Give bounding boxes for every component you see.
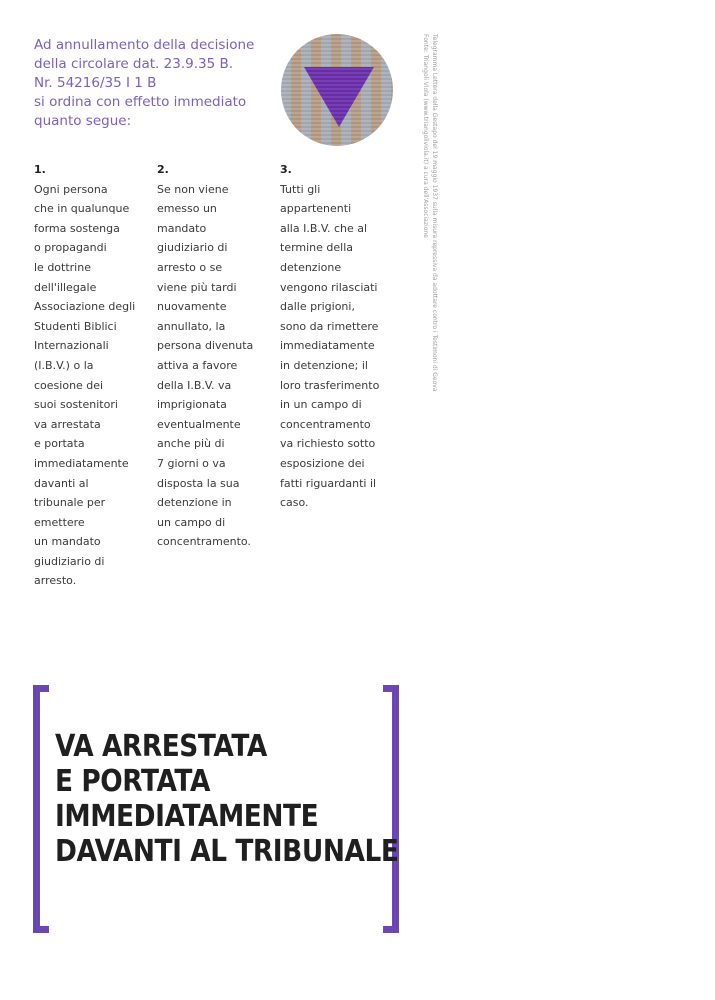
- column-line: nuovamente: [157, 300, 227, 314]
- column-line: alla I.B.V. che al: [280, 221, 368, 235]
- column-line: caso.: [280, 496, 309, 510]
- headline-line: IMMEDIATAMENTE: [55, 799, 319, 834]
- column-line: vengono rilasciati: [280, 280, 378, 294]
- column-line: appartenenti: [280, 202, 352, 216]
- column-line: sono da rimettere: [280, 319, 379, 333]
- intro-line: della circolare dat. 23.9.35 B.: [34, 56, 234, 72]
- column-number: 3.: [280, 163, 292, 176]
- column-line: termine della: [280, 241, 354, 255]
- column-line: e portata: [34, 437, 85, 451]
- headline-line: E PORTATA: [55, 764, 210, 799]
- column-line: suoi sostenitori: [34, 398, 118, 412]
- side-caption-line: Fonte: Triangoli Viola (www.triangoliviola.it) a cura dell'Associazione: [422, 34, 429, 238]
- right-bracket: [383, 685, 399, 933]
- column-line: viene più tardi: [157, 280, 237, 294]
- column-line: esposizione dei: [280, 456, 365, 470]
- column-2: [157, 160, 275, 552]
- column-line: 7 giorni o va: [157, 456, 226, 470]
- column-line: eventualmente: [157, 417, 241, 431]
- column-line: o propagandi: [34, 241, 107, 255]
- column-line: fatti riguardanti il: [280, 476, 377, 490]
- intro-line: Nr. 54216/35 I 1 B: [34, 75, 157, 91]
- column-line: della I.B.V. va: [157, 378, 232, 392]
- column-line: Se non viene: [157, 182, 229, 196]
- column-number: 1.: [34, 163, 46, 176]
- column-line: mandato: [157, 221, 207, 235]
- column-line: un mandato: [34, 535, 101, 549]
- left-bracket: [33, 685, 49, 933]
- column-line: davanti al: [34, 476, 89, 490]
- column-line: forma sostenga: [34, 221, 120, 235]
- column-line: un campo di: [157, 515, 226, 529]
- column-line: Tutti gli: [280, 182, 321, 196]
- column-line: giudiziario di: [157, 241, 228, 255]
- column-line: concentramento.: [157, 535, 251, 549]
- intro-text: [34, 36, 284, 131]
- intro-line: Ad annullamento della decisione: [34, 37, 255, 53]
- column-line: coesione dei: [34, 378, 104, 392]
- column-line: anche più di: [157, 437, 225, 451]
- column-line: dell'illegale: [34, 280, 97, 294]
- column-line: in detenzione; il: [280, 358, 368, 372]
- column-line: disposta la sua: [157, 476, 240, 490]
- column-3: [280, 160, 398, 513]
- column-line: arresto.: [34, 574, 77, 588]
- column-line: le dottrine: [34, 260, 91, 274]
- column-line: detenzione: [280, 260, 342, 274]
- intro-line: si ordina con effetto immediato: [34, 94, 247, 110]
- side-caption: [421, 34, 439, 454]
- purple-triangle-icon: [281, 34, 393, 146]
- column-line: attiva a favore: [157, 358, 238, 372]
- intro-line: quanto segue:: [34, 113, 132, 129]
- column-line: imprigionata: [157, 398, 227, 412]
- column-line: Associazione degli: [34, 300, 136, 314]
- column-number: 2.: [157, 163, 169, 176]
- column-line: va richiesto sotto: [280, 437, 376, 451]
- column-line: Studenti Biblici: [34, 319, 117, 333]
- column-line: Internazionali: [34, 339, 109, 353]
- column-line: tribunale per: [34, 496, 106, 510]
- column-line: arresto o se: [157, 260, 223, 274]
- column-line: va arrestata: [34, 417, 101, 431]
- column-line: emesso un: [157, 202, 217, 216]
- column-line: emettere: [34, 515, 85, 529]
- headline-line: DAVANTI AL TRIBUNALE: [55, 834, 399, 869]
- column-line: Ogni persona: [34, 182, 108, 196]
- column-line: loro trasferimento: [280, 378, 380, 392]
- column-line: annullato, la: [157, 319, 226, 333]
- column-1: [34, 160, 152, 591]
- headline-line: VA ARRESTATA: [55, 729, 267, 764]
- column-line: in un campo di: [280, 398, 362, 412]
- column-line: dalle prigioni,: [280, 300, 355, 314]
- column-line: (I.B.V.) o la: [34, 358, 94, 372]
- column-line: immediatamente: [280, 339, 375, 353]
- headline: [55, 729, 399, 869]
- side-caption-line: Telegramma Lettera della Gestapo del 19 maggio 1937 sulla misura repressiva da adottare contro i Testimoni di Geova: [431, 34, 438, 392]
- column-line: persona divenuta: [157, 339, 254, 353]
- triangle-badge: [281, 34, 393, 146]
- column-line: che in qualunque: [34, 202, 130, 216]
- column-line: concentramento: [280, 417, 371, 431]
- column-line: immediatamente: [34, 456, 129, 470]
- column-line: giudiziario di: [34, 554, 105, 568]
- column-line: detenzione in: [157, 496, 232, 510]
